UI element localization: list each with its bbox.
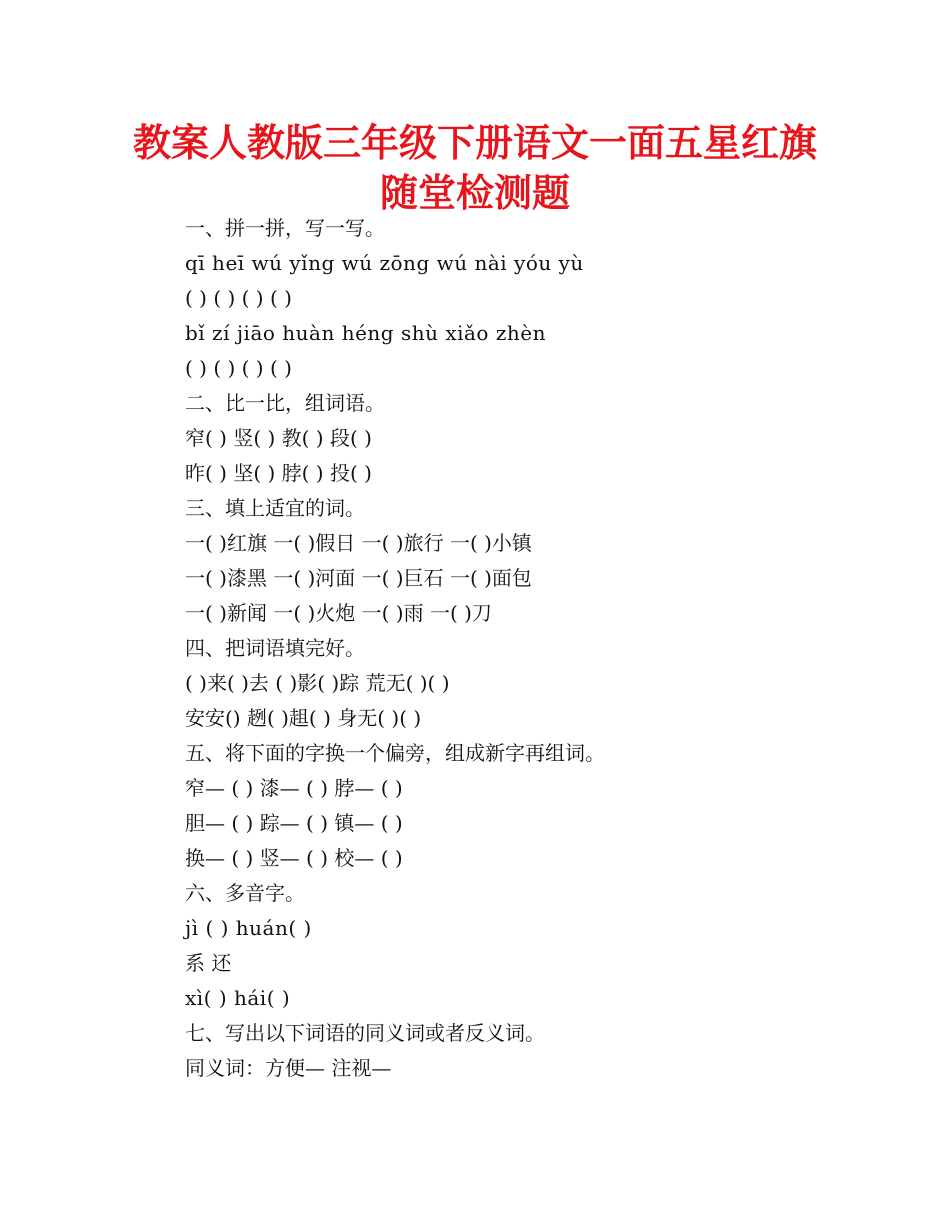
section-heading-2: 二、比一比，组词语。 — [185, 391, 385, 415]
exercise-line: 窄( ) 竖( ) 教( ) 段( ) — [185, 426, 372, 450]
pinyin-line: bǐ zí jiāo huàn héng shù xiǎo zhèn — [185, 321, 546, 345]
section-heading-3: 三、填上适宜的词。 — [185, 496, 365, 520]
exercise-line: 一( )漆黑 一( )河面 一( )巨石 一( )面包 — [185, 566, 532, 590]
exercise-line: 一( )红旗 一( )假日 一( )旅行 一( )小镇 — [185, 531, 532, 555]
exercise-line: 窄— ( ) 漆— ( ) 脖— ( ) — [185, 776, 403, 800]
document-title-line-2: 随堂检测题 — [379, 171, 570, 215]
exercise-body — [185, 211, 885, 1086]
pinyin-line: qī heī wú yǐng wú zōng wú nài yóu yù — [185, 251, 584, 275]
section-heading-5: 五、将下面的字换一个偏旁，组成新字再组词。 — [185, 741, 605, 765]
section-heading-7: 七、写出以下词语的同义词或者反义词。 — [185, 1021, 545, 1045]
exercise-line: 换— ( ) 竖— ( ) 校— ( ) — [185, 846, 403, 870]
exercise-line: 系 还 — [185, 951, 232, 975]
section-heading-1: 一、拼一拼，写一写。 — [185, 216, 385, 240]
exercise-line: ( )来( )去 ( )影( )踪 荒无( )( ) — [185, 671, 450, 695]
section-heading-4: 四、把词语填完好。 — [185, 636, 365, 660]
exercise-line: 一( )新闻 一( )火炮 一( )雨 一( )刀 — [185, 601, 492, 625]
blank-line: ( ) ( ) ( ) ( ) — [185, 356, 292, 380]
exercise-line: 同义词：方便— 注视— — [185, 1056, 392, 1080]
document-title-line-1: 教案人教版三年级下册语文一面五星红旗 — [132, 121, 817, 165]
blank-line: ( ) ( ) ( ) ( ) — [185, 286, 292, 310]
pinyin-line: xì( ) hái( ) — [185, 986, 291, 1010]
exercise-line: 胆— ( ) 踪— ( ) 镇— ( ) — [185, 811, 403, 835]
exercise-line: 安安() 趔( )趄( ) 身无( )( ) — [185, 706, 422, 730]
section-heading-6: 六、多音字。 — [185, 881, 305, 905]
exercise-line: 昨( ) 坚( ) 脖( ) 投( ) — [185, 461, 372, 485]
pinyin-line: jì ( ) huán( ) — [185, 916, 312, 940]
